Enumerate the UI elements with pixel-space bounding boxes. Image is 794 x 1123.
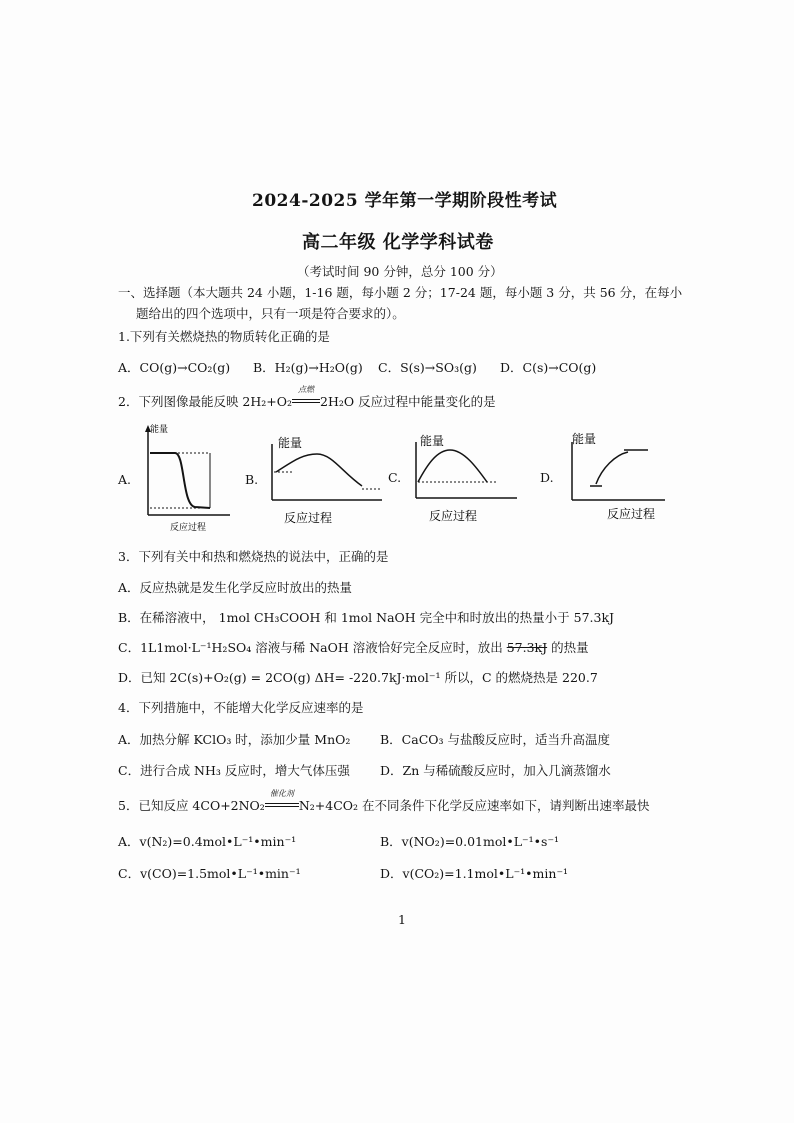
q3-option-c-post: 的热量 — [547, 640, 589, 655]
graph-b — [262, 432, 387, 527]
graph-a-xlabel: 反应过程 — [170, 523, 207, 533]
q5-option-a: A．v(N₂)=0.4mol•L⁻¹•min⁻¹ — [118, 834, 297, 849]
q3-stem: 3．下列有关中和热和燃烧热的说法中，正确的是 — [118, 549, 389, 564]
q3-option-a: A．反应热就是发生化学反应时放出的热量 — [118, 580, 353, 595]
q5-stem-pre: 5．已知反应 4CO+2NO₂ — [118, 798, 265, 813]
graph-c-ylabel: 能量 — [420, 434, 445, 448]
graph-c-xlabel: 反应过程 — [429, 509, 478, 523]
graph-d-ylabel: 能量 — [572, 432, 597, 446]
q3-option-c-pre: C．1L1mol·L⁻¹H₂SO₄ 溶液与稀 NaOH 溶液恰好完全反应时，放出 — [118, 640, 507, 655]
q3-option-c — [118, 638, 589, 656]
q4-stem: 4．下列措施中，不能增大化学反应速率的是 — [118, 700, 364, 715]
q5-stem-post: N₂+4CO₂ 在不同条件下化学反应速率如下，请判断出速率最快 — [298, 798, 650, 813]
q5-condition: 催化剂 — [269, 789, 294, 798]
graph-b-ylabel: 能量 — [278, 436, 303, 450]
q4-option-c: C．进行合成 NH₃ 反应时，增大气体压强 — [118, 763, 350, 778]
graph-d — [560, 430, 670, 525]
exam-title: 2024-2025 学年第一学期阶段性考试 — [252, 191, 558, 211]
q1-option-b: B．H₂(g)→H₂O(g) — [253, 360, 363, 375]
graph-b-xlabel: 反应过程 — [284, 511, 333, 525]
q2-stem-pre: 2．下列图像最能反映 2H₂+O₂ — [118, 394, 293, 409]
graph-a-ylabel: 能量 — [150, 425, 169, 435]
q5-stem — [118, 789, 650, 814]
q1-option-d: D．C(s)→CO(g) — [500, 360, 597, 375]
q2-condition: 点燃 — [298, 385, 315, 394]
page-number: 1 — [398, 912, 406, 927]
q5-reaction-arrow — [265, 789, 299, 813]
exam-info: （考试时间 90 分钟，总分 100 分） — [297, 264, 503, 279]
graph-c — [402, 430, 522, 525]
q4-option-b: B．CaCO₃ 与盐酸反应时，适当升高温度 — [380, 732, 610, 747]
graph-d-curve — [596, 452, 628, 484]
q1-option-a: A．CO(g)→CO₂(g) — [118, 360, 231, 375]
graph-c-letter: C. — [388, 470, 402, 485]
graph-d-letter: D. — [540, 470, 554, 485]
q2-reaction-arrow — [292, 385, 320, 409]
q1-stem: 1.下列有关燃烧热的物质转化正确的是 — [118, 329, 330, 344]
q5-option-d: D．v(CO₂)=1.1mol•L⁻¹•min⁻¹ — [380, 866, 569, 881]
q5-option-c: C．v(CO)=1.5mol•L⁻¹•min⁻¹ — [118, 866, 301, 881]
section-instructions-line1: 一、选择题（本大题共 24 小题，1-16 题，每小题 2 分；17-24 题，每小题 3 分，共 56 分，在每小 — [118, 285, 683, 300]
q3-option-d: D．已知 2C(s)+O₂(g) = 2CO(g) ΔH= -220.7kJ·mol⁻¹ 所以，C 的燃烧热是 220.7 — [118, 670, 598, 685]
section-instructions-line2: 题给出的四个选项中，只有一项是符合要求的）。 — [136, 306, 405, 321]
q3-option-c-strike: 57.3kJ — [506, 640, 548, 655]
q2-stem-post: 2H₂O 反应过程中能量变化的是 — [320, 394, 496, 409]
q3-option-b: B．在稀溶液中， 1mol CH₃COOH 和 1mol NaOH 完全中和时放出的热量小于 57.3kJ — [118, 610, 615, 625]
graph-c-curve — [418, 450, 487, 482]
graph-a-letter: A. — [118, 472, 132, 487]
graph-a-curve — [150, 453, 210, 508]
graph-b-curve — [276, 454, 362, 486]
q2-stem — [118, 385, 496, 410]
q4-option-a: A．加热分解 KClO₃ 时，添加少量 MnO₂ — [118, 732, 351, 747]
q1-option-c: C．S(s)→SO₃(g) — [378, 360, 477, 375]
graph-a — [140, 420, 235, 535]
q4-option-d: D．Zn 与稀硫酸反应时，加入几滴蒸馏水 — [380, 763, 611, 778]
graph-d-xlabel: 反应过程 — [607, 507, 656, 521]
graph-b-letter: B. — [245, 472, 259, 487]
q5-option-b: B．v(NO₂)=0.01mol•L⁻¹•s⁻¹ — [380, 834, 560, 849]
paper-subtitle: 高二年级 化学学科试卷 — [302, 232, 494, 253]
